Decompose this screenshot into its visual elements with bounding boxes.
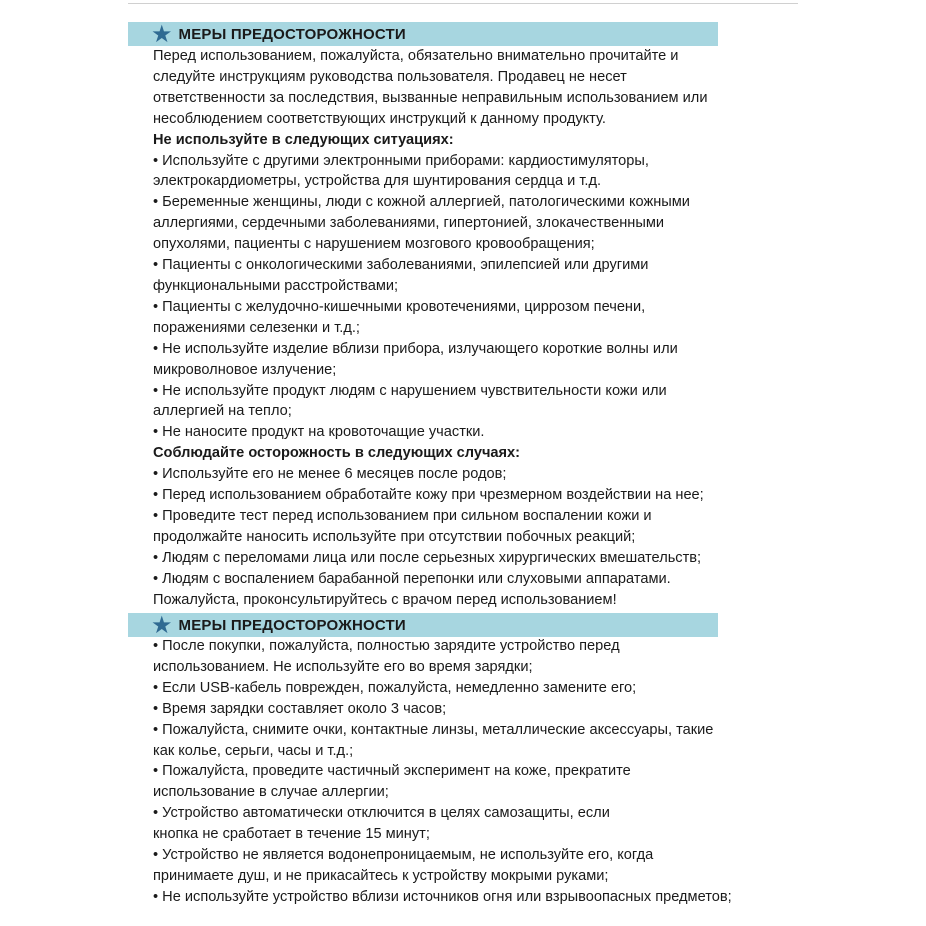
list-item: функциональными расстройствами; xyxy=(153,277,399,294)
intro-line: следуйте инструкциям руководства пользователя. Продавец не несет xyxy=(153,68,627,85)
list-item: продолжайте наносить используйте при отсутствии побочных реакций; xyxy=(153,528,636,545)
list-item: электрокардиометры, устройства для шунтирования сердца и т.д. xyxy=(153,173,602,190)
list-item: • Не используйте устройство вблизи источников огня или взрывоопасных предметов; xyxy=(153,888,732,905)
section-header-precautions-1 xyxy=(128,22,718,46)
top-divider xyxy=(128,3,798,4)
list-item: • Время зарядки составляет около 3 часов; xyxy=(153,700,447,717)
list-item: • Пожалуйста, снимите очки, контактные линзы, металлические аксессуары, такие xyxy=(153,721,714,738)
list-item: принимаете душ, и не прикасайтесь к устройству мокрыми руками; xyxy=(153,867,609,884)
section-title: МЕРЫ ПРЕДОСТОРОЖНОСТИ xyxy=(178,616,406,634)
list-item: • Людям с воспалением барабанной перепонки или слуховыми аппаратами. xyxy=(153,570,671,587)
list-item: • Устройство не является водонепроницаемым, не используйте его, когда xyxy=(153,847,654,864)
list-item: • Пациенты с желудочно-кишечными кровотечениями, циррозом печени, xyxy=(153,298,646,315)
list-item: аллергиями, сердечными заболеваниями, гипертонией, злокачественными xyxy=(153,215,665,232)
list-item: • Используйте с другими электронными приборами: кардиостимуляторы, xyxy=(153,152,649,169)
list-item: • Пожалуйста, проведите частичный эксперимент на коже, прекратите xyxy=(153,763,631,780)
section-title: МЕРЫ ПРЕДОСТОРОЖНОСТИ xyxy=(178,25,406,43)
intro-line: ответственности за последствия, вызванные неправильным использованием или xyxy=(153,89,708,106)
list-item: • Не наносите продукт на кровоточащие участки. xyxy=(153,424,485,441)
list-item: • Проведите тест перед использованием при сильном воспалении кожи и xyxy=(153,507,652,524)
list-item: кнопка не сработает в течение 15 минут; xyxy=(153,826,430,843)
subheading-caution: Соблюдайте осторожность в следующих случаях: xyxy=(153,445,521,462)
star-icon: ★ xyxy=(151,20,173,48)
list-item: • Не используйте продукт людям с нарушением чувствительности кожи или xyxy=(153,382,667,399)
list-item: аллергией на тепло; xyxy=(153,403,292,420)
section-header-precautions-2 xyxy=(128,613,718,637)
list-item: • Используйте его не менее 6 месяцев после родов; xyxy=(153,466,507,483)
list-item: • После покупки, пожалуйста, полностью зарядите устройство перед xyxy=(153,638,620,654)
intro-line: несоблюдением соответствующих инструкций к данному продукту. xyxy=(153,110,606,127)
list-item: • Перед использованием обработайте кожу при чрезмерном воздействии на нее; xyxy=(153,487,704,504)
subheading-do-not-use: Не используйте в следующих ситуациях: xyxy=(153,131,454,148)
consult-note: Пожалуйста, проконсультируйтесь с врачом перед использованием! xyxy=(153,591,617,608)
list-item: • Не используйте изделие вблизи прибора, излучающего короткие волны или xyxy=(153,340,678,357)
list-item: • Людям с переломами лица или после серьезных хирургических вмешательств; xyxy=(153,549,702,566)
list-item: использование в случае аллергии; xyxy=(153,784,389,801)
list-item: поражениями селезенки и т.д.; xyxy=(153,319,360,336)
list-item: микроволновое излучение; xyxy=(153,361,337,378)
list-item: • Устройство автоматически отключится в целях самозащиты, если xyxy=(153,805,610,822)
star-icon: ★ xyxy=(151,611,173,639)
list-item: использованием. Не используйте его во время зарядки; xyxy=(153,658,533,675)
list-item: • Если USB-кабель поврежден, пожалуйста, немедленно замените его; xyxy=(153,679,637,696)
section-body-precautions-1 xyxy=(153,46,793,610)
list-item: • Беременные женщины, люди с кожной аллергией, патологическими кожными xyxy=(153,194,690,211)
section-body-precautions-2 xyxy=(153,636,793,908)
list-item: опухолями, пациенты с нарушением мозгового кровообращения; xyxy=(153,236,595,253)
list-item: как колье, серьги, часы и т.д.; xyxy=(153,742,354,759)
intro-line: Перед использованием, пожалуйста, обязательно внимательно прочитайте и xyxy=(153,48,679,64)
list-item: • Пациенты с онкологическими заболеваниями, эпилепсией или другими xyxy=(153,257,649,274)
